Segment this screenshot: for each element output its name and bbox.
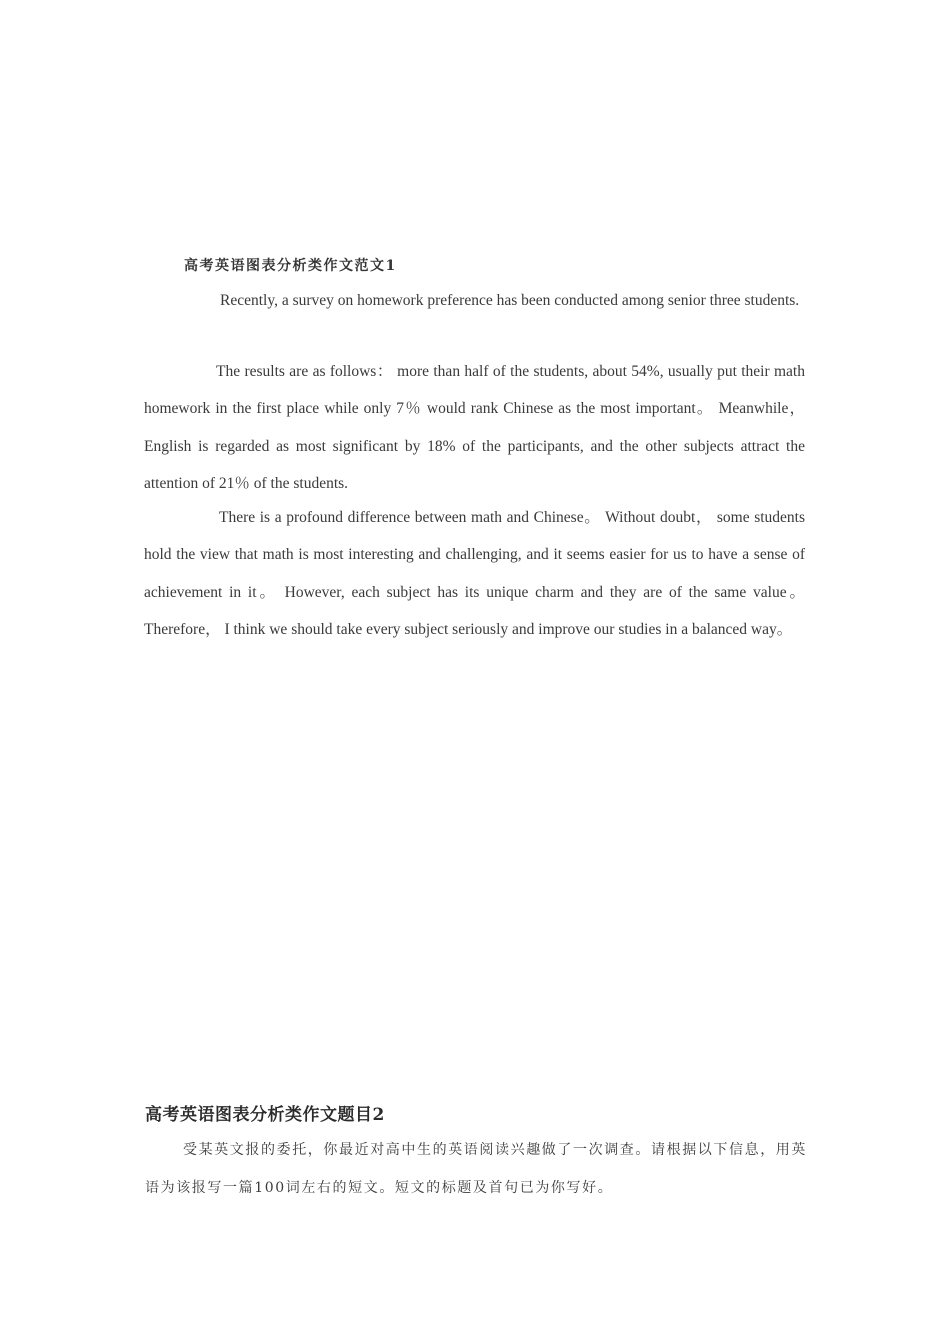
question-paragraph: 受某英文报的委托，你最近对高中生的英语阅读兴趣做了一次调查。请根据以下信息，用英语为该报写一篇100词左右的短文。短文的标题及首句已为你写好。	[145, 1142, 807, 1196]
essay-paragraph-3: There is a profound difference between math and Chinese。 Without doubt， some students hold the view that math is most interesting and challenging, and it seems easier for us to have a sense of achievement in it。 However, each subject has its unique charm and they are of the same value。 Therefore， I think we should take every subject seriously and improve our studies in a balanced way。	[144, 509, 805, 638]
question-title: 高考英语图表分析类作文题目2	[145, 1105, 385, 1125]
essay-paragraph-1: Recently, a survey on homework preference has been conducted among senior three students.	[220, 292, 800, 309]
essay-paragraph-2: The results are as follows： more than half of the students, about 54%, usually put their math homework in the first place while only 7％ would rank Chinese as the most important。 Meanwhile， English is regarded as most significant by 18% of the participants, and the other subjects attract the attention of 21％ of the students.	[144, 363, 805, 492]
essay-title: 高考英语图表分析类作文范文1	[184, 258, 397, 274]
